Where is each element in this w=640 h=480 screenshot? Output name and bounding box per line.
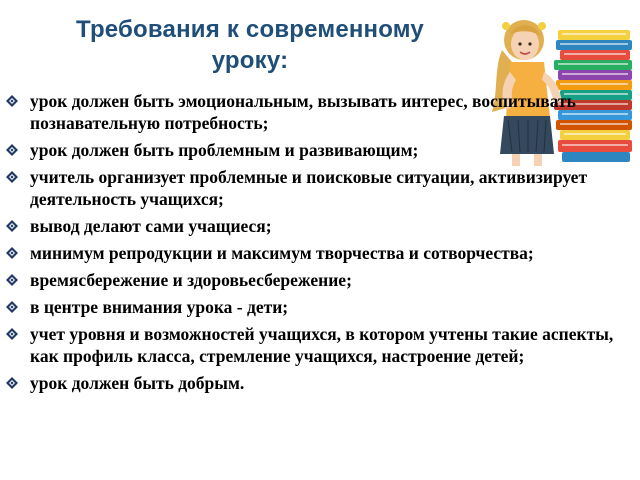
diamond-bullet-icon — [6, 144, 18, 156]
list-item-text: вывод делают сами учащиеся; — [30, 216, 272, 236]
list-item-text: учет уровня и возможностей учащихся, в котором учтены такие аспекты, как профиль класса, стремление учащихся, настроение детей; — [30, 324, 614, 366]
diamond-bullet-icon — [6, 220, 18, 232]
list-item — [0, 323, 640, 367]
list-item-text: урок должен быть эмоциональным, вызывать интерес, воспитывать познавательную потребность; — [30, 91, 576, 133]
diamond-bullet-icon — [6, 274, 18, 286]
slide-title-line-1: Требования к современному — [76, 16, 424, 43]
list-item — [0, 372, 640, 394]
slide-title-line-2: уроку: — [211, 47, 289, 74]
diamond-bullet-icon — [6, 328, 18, 340]
diamond-bullet-icon — [6, 377, 18, 389]
list-item — [0, 215, 640, 237]
list-item — [0, 269, 640, 291]
slide-title — [40, 14, 460, 76]
list-item-text: урок должен быть добрым. — [30, 373, 245, 393]
requirements-list — [0, 90, 640, 399]
list-item — [0, 296, 640, 318]
list-item-text: урок должен быть проблемным и развивающим; — [30, 140, 419, 160]
diamond-bullet-icon — [6, 171, 18, 183]
list-item — [0, 90, 640, 134]
list-item-text: времясбережение и здоровьесбережение; — [30, 270, 352, 290]
list-item-text: минимум репродукции и максимум творчества и сотворчества; — [30, 243, 534, 263]
list-item-text: в центре внимания урока - дети; — [30, 297, 289, 317]
diamond-bullet-icon — [6, 247, 18, 259]
list-item — [0, 139, 640, 161]
list-item — [0, 166, 640, 210]
diamond-bullet-icon — [6, 95, 18, 107]
diamond-bullet-icon — [6, 301, 18, 313]
list-item-text: учитель организует проблемные и поисковые ситуации, активизирует деятельность учащихся; — [30, 167, 588, 209]
list-item — [0, 242, 640, 264]
